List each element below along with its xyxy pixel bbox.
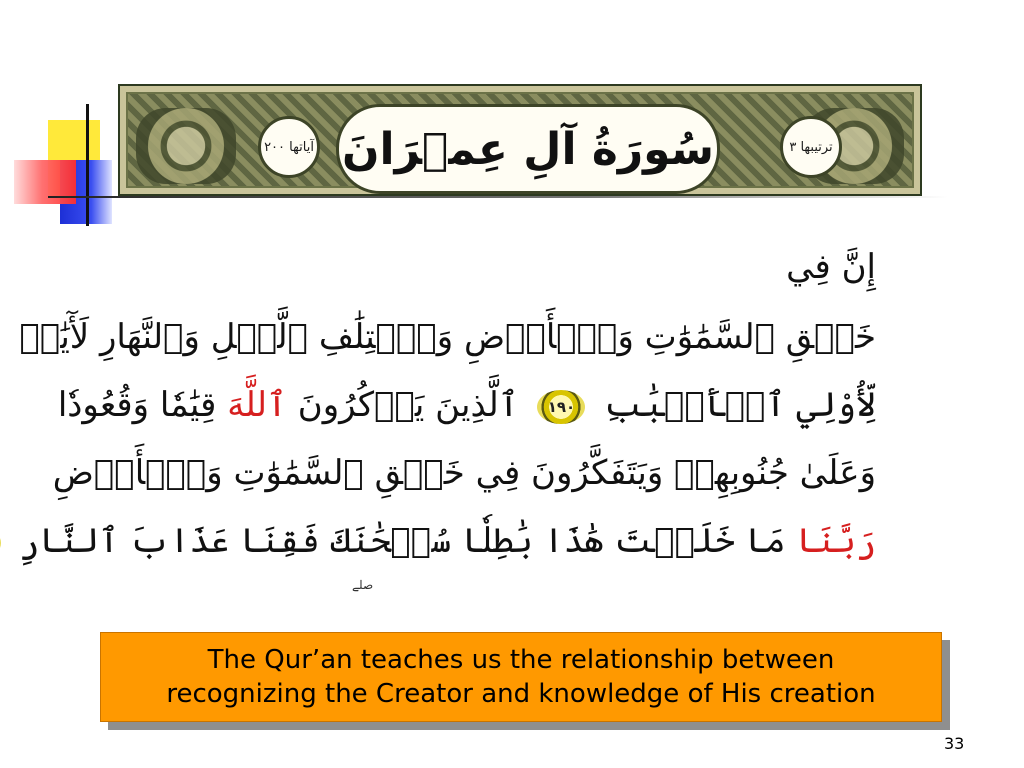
verse-text: إِنَّ فِي xyxy=(786,247,876,287)
rabbana-highlight: رَبَّنَا xyxy=(796,521,876,561)
left-ornament-icon xyxy=(136,108,236,184)
surah-name: سُورَةُ آلِ عِمۡرَانَ xyxy=(341,123,715,175)
verse-line-4 xyxy=(52,442,876,510)
ayah-marker-190: ١٩٠ xyxy=(537,390,585,424)
verse-text: لِّأُوْلِي ٱلۡأَلۡبَٰبِ xyxy=(604,385,876,425)
caption-line-2: recognizing the Creator and knowledge of His creation xyxy=(166,679,876,709)
verse-line-2 xyxy=(19,306,876,374)
verse-count-text: آياتها ٢٠٠ xyxy=(264,139,314,155)
verse-line-1 xyxy=(96,236,876,306)
surah-order-text: ترتيبها ٣ xyxy=(789,139,833,155)
verse-text: مَا خَلَقۡتَ هَٰذَا بَٰطِلٗا سُبۡحَٰنَكَ فَقِنَا عَذَابَ ٱلنَّارِ xyxy=(19,521,786,561)
surah-title-banner xyxy=(118,84,922,196)
slide-number: 33 xyxy=(944,734,965,753)
decorative-horizontal-line xyxy=(48,196,948,198)
verse-text: قِيَٰمٗا وَقُعُودٗا xyxy=(57,385,217,425)
surah-order-medallion xyxy=(780,116,842,178)
verse-count-medallion xyxy=(258,116,320,178)
caption-box xyxy=(100,632,942,722)
caption-line-1: The Qur’an teaches us the relationship between xyxy=(207,645,835,675)
surah-name-cartouche xyxy=(336,104,720,194)
verse-text: وَعَلَىٰ جُنُوبِهِمۡ وَيَتَفَكَّرُونَ فِي خَلۡقِ ٱلسَّمَٰوَٰتِ وَٱلۡأَرۡضِ xyxy=(52,453,876,493)
ayah-marker-191 xyxy=(0,526,1,560)
verse-text: ٱلَّذِينَ يَذۡكُرُونَ xyxy=(297,385,519,425)
verse-line-3 xyxy=(57,374,876,442)
quran-verses xyxy=(19,236,876,578)
verse-line-5 xyxy=(19,510,876,578)
verse-text: خَلۡقِ ٱلسَّمَٰوَٰتِ وَٱلۡأَرۡضِ وَٱخۡتِلَٰفِ ٱلَّيۡلِ وَٱلنَّهَارِ لَأٓيَٰتٖ xyxy=(19,317,876,357)
decorative-vertical-line xyxy=(86,104,89,226)
allah-highlight: ٱللَّهَ xyxy=(227,385,287,425)
banner-ornament xyxy=(126,92,914,188)
pause-mark: صلے xyxy=(352,578,374,592)
